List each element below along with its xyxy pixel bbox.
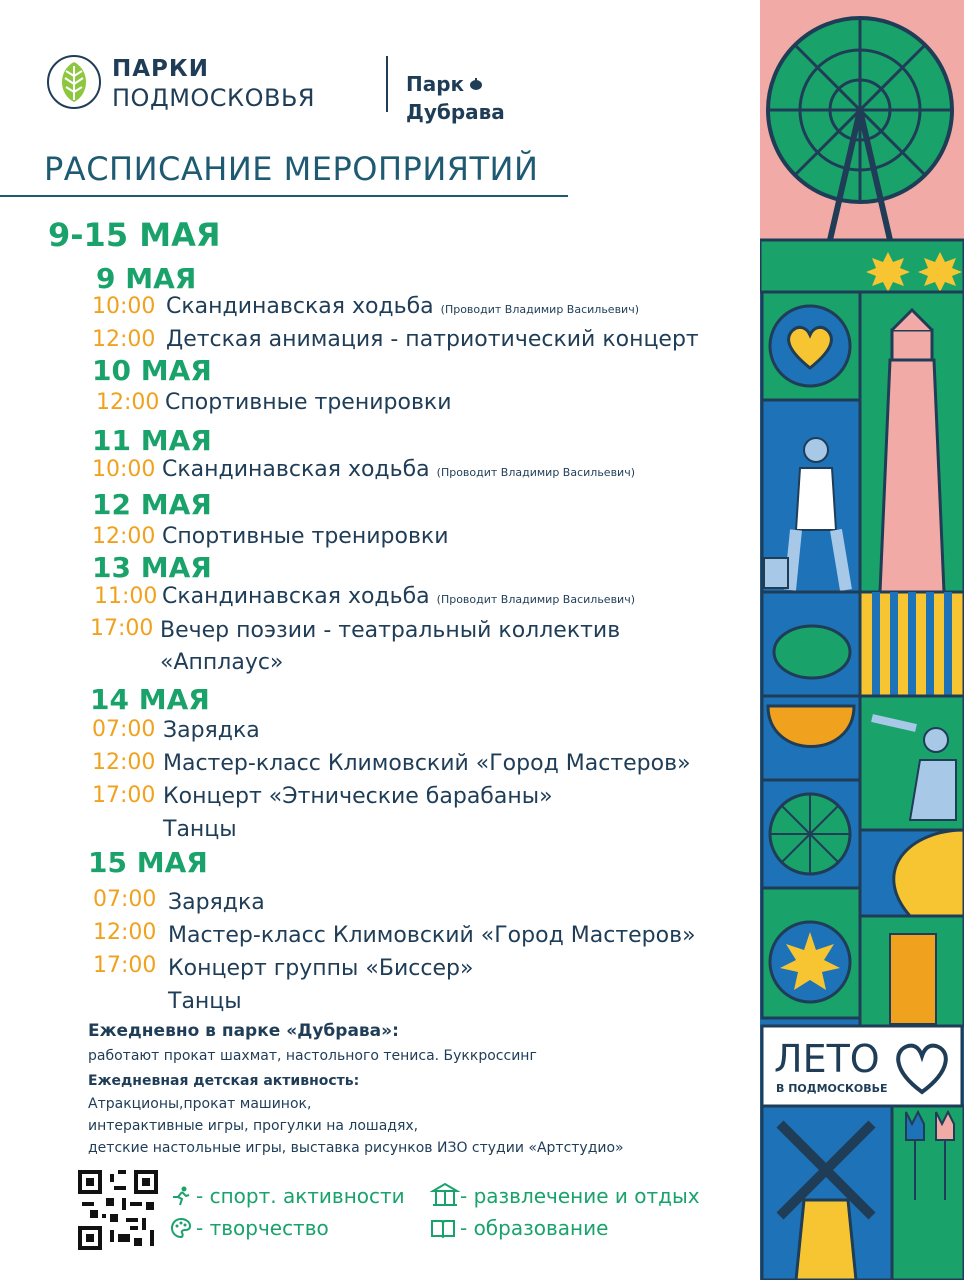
kids-line: Атракционы,прокат машинок,: [88, 1096, 312, 1112]
kids-line: интерактивные игры, прогулки на лошадях,: [88, 1118, 419, 1134]
event-title: Спортивные тренировки: [162, 524, 449, 549]
event-time: 17:00: [90, 616, 154, 641]
event-time: 07:00: [93, 887, 157, 912]
summer-word: ЛЕТО: [774, 1037, 880, 1081]
event-title-cont: «Апплаус»: [160, 650, 284, 675]
event-title: Вечер поэзии - театральный коллектив: [160, 618, 621, 643]
event-title: Спортивные тренировки: [165, 390, 452, 415]
daily-text: работают прокат шахмат, настольного тениса. Буккроссинг: [88, 1048, 537, 1064]
event-title: Скандинавская ходьба (Проводит Владимир Васильевич): [162, 584, 635, 609]
title-underline: [0, 195, 568, 197]
day-heading: 15 МАЯ: [88, 846, 208, 879]
acorn-icon: [468, 76, 484, 92]
event-time: 12:00: [96, 390, 160, 415]
legend-edu: - образование: [460, 1216, 609, 1240]
brand-line2: ПОДМОСКОВЬЯ: [112, 84, 316, 112]
event-title: Мастер-класс Климовский «Город Мастеров»: [168, 923, 696, 948]
logo-divider: [386, 56, 388, 112]
event-time: 12:00: [92, 327, 156, 352]
carousel-icon: [430, 1182, 460, 1208]
event-time: 11:00: [94, 584, 158, 609]
park-line1: Парк: [406, 72, 465, 96]
event-title: Детская анимация - патриотический концерт: [166, 327, 699, 352]
brand-line1: ПАРКИ: [112, 56, 209, 82]
event-title: Зарядка: [168, 890, 265, 915]
event-time: 12:00: [92, 750, 156, 775]
event-title: Скандинавская ходьба (Проводит Владимир Васильевич): [166, 294, 639, 319]
event-time: 12:00: [93, 920, 157, 945]
event-note: (Проводит Владимир Васильевич): [440, 303, 639, 316]
palette-icon: [170, 1217, 192, 1239]
event-time: 17:00: [93, 953, 157, 978]
event-time: 17:00: [92, 783, 156, 808]
qr-code-icon[interactable]: [78, 1170, 158, 1250]
day-heading: 13 МАЯ: [92, 551, 212, 584]
event-title-cont: Танцы: [163, 817, 237, 842]
event-note: (Проводит Владимир Васильевич): [436, 466, 635, 479]
parks-logo-icon: [46, 54, 102, 110]
page-title: РАСПИСАНИЕ МЕРОПРИЯТИЙ: [44, 150, 539, 188]
running-icon: [170, 1185, 192, 1207]
event-time: 10:00: [92, 457, 156, 482]
park-line2: Дубрава: [406, 100, 505, 124]
summer-artwork: [760, 0, 964, 1280]
event-title: Зарядка: [163, 718, 260, 743]
legend-art: - творчество: [196, 1216, 329, 1240]
event-title: Концерт группы «Биссер»: [168, 956, 474, 981]
day-heading: 11 МАЯ: [92, 424, 212, 457]
kids-title: Ежедневная детская активность:: [88, 1073, 360, 1089]
event-note: (Проводит Владимир Васильевич): [436, 593, 635, 606]
kids-line: детские настольные игры, выставка рисунков ИЗО студии «Артстудио»: [88, 1140, 624, 1156]
event-title-cont: Танцы: [168, 989, 242, 1014]
date-range: 9-15 МАЯ: [48, 216, 221, 254]
book-icon: [430, 1217, 456, 1239]
day-heading: 14 МАЯ: [90, 683, 210, 716]
event-time: 10:00: [92, 294, 156, 319]
legend-fun: - развлечение и отдых: [460, 1184, 700, 1208]
event-title: Концерт «Этнические барабаны»: [163, 784, 553, 809]
day-heading: 9 МАЯ: [96, 262, 197, 295]
legend-sport: - спорт. активности: [196, 1184, 405, 1208]
summer-sub: В ПОДМОСКОВЬЕ: [776, 1082, 888, 1095]
event-title: Скандинавская ходьба (Проводит Владимир Васильевич): [162, 457, 635, 482]
event-title: Мастер-класс Климовский «Город Мастеров»: [163, 751, 691, 776]
day-heading: 10 МАЯ: [92, 354, 212, 387]
day-heading: 12 МАЯ: [92, 488, 212, 521]
daily-title: Ежедневно в парке «Дубрава»:: [88, 1021, 399, 1041]
event-time: 07:00: [92, 717, 156, 742]
event-time: 12:00: [92, 524, 156, 549]
